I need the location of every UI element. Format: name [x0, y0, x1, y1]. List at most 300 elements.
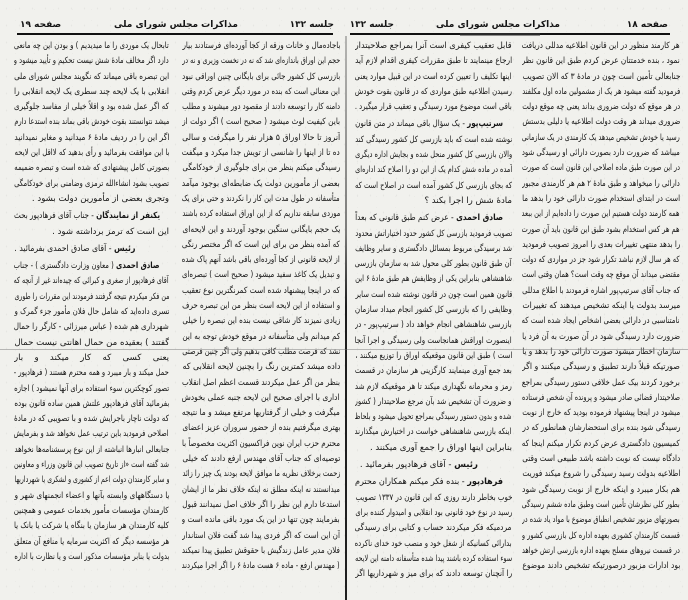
line-content — [182, 391, 340, 406]
text-line — [14, 382, 169, 397]
line-text: موردی سابقه نداریم که از این اوراق استفاده کرده باشند — [182, 209, 340, 220]
text-line — [522, 467, 680, 482]
text-line — [355, 364, 512, 379]
line-text: ( معاون وزارت دادگستری ) - جناب — [14, 261, 117, 272]
line-content — [182, 544, 340, 559]
header-rule — [350, 33, 670, 35]
line-content — [182, 437, 340, 452]
text-line — [522, 314, 680, 329]
line-text: را بدهد منتهی تغییرات بعدی را امروز تصویب فرمودید — [522, 239, 680, 250]
speaker-line — [355, 475, 512, 490]
text-line — [182, 54, 340, 69]
text-line — [522, 360, 680, 375]
text-line — [355, 506, 512, 521]
text-line — [355, 100, 512, 115]
line-text: هر کارمند منظور در این قانون اطلاعیه مدللی دریافت — [522, 41, 680, 51]
line-text: در هر موقع که دولت ضروری بداند یعنی چه موقع دولت — [522, 102, 680, 113]
text-line — [522, 376, 680, 391]
speaker-line — [14, 242, 169, 257]
line-content — [182, 559, 340, 574]
line-text: وظایفی را که بازرسی کل کشور انجام میداد سازمان — [355, 305, 512, 316]
line-content — [14, 305, 169, 320]
line-text: کارمندان مؤسسات مأمور بخدمات عمومی و همچنین — [14, 505, 169, 516]
line-text: میشد نتوانستند بقوت خودش باقی بماند بنده استدعا دارم — [14, 117, 169, 128]
line-text: زحمت برخلاف نظریه ما موافق لایحه بودند یک چیز را زائد — [182, 469, 340, 480]
line-content — [522, 268, 680, 283]
text-line — [182, 559, 340, 574]
line-text: - آقای صادق احمدی بفرمائید . — [14, 243, 114, 254]
line-text: هر مؤسسه دیگر که اکثریت سرمایه یا منافع آن متعلق — [14, 536, 169, 547]
line-content — [522, 70, 680, 85]
line-text: شده و بدون دستور رسیدگی بمراجع تحویل میشود و بلحاظ — [355, 412, 512, 423]
line-text: اطلاعیه بدولت رسید رسیدگی را شروع میکند فوریت — [522, 469, 680, 480]
line-text: مادهٔ شش را اجرا بکند ؟ — [424, 195, 512, 206]
line-text: هم هر کس استخدام بشود طبق این قانون باید آن صورت — [522, 224, 680, 235]
text-line — [522, 284, 680, 299]
line-text: میگرفت و خیلی از گرفتاریها مرتفع میشد و ما نتیجه — [182, 408, 340, 419]
line-content — [522, 376, 680, 391]
line-content — [182, 131, 340, 146]
line-text: اینصورت اوراقش همانجاست ولی رسیدگی و اجرا آنجا — [355, 335, 512, 346]
line-content — [182, 360, 340, 375]
text-line — [14, 412, 169, 427]
line-content — [355, 148, 512, 163]
line-text: آنروز تا حالا اوراق ۵ هزار نفر را میگرفت و سالی — [182, 132, 340, 143]
text-line — [14, 177, 169, 192]
text-line — [355, 491, 512, 506]
line-text: رسید در نوع خود قانونی بود انقلابی و امیدوار کننده برای — [355, 507, 512, 518]
line-text: صورتیکه قبلاً دارند تطبیق و رسیدگی میکنند و اگر — [522, 362, 680, 373]
line-text: رمز و محرمانه نگهداری میکند تا هر موقعیکه لازم شد — [355, 381, 512, 392]
text-line — [14, 504, 169, 519]
line-content — [522, 207, 680, 222]
line-content — [14, 161, 169, 176]
speaker-line — [355, 458, 512, 473]
line-text: در این صورت طبق ماده اصلاحی این قانون است که صورت — [522, 163, 680, 174]
text-line — [355, 288, 512, 303]
line-content — [355, 537, 512, 552]
line-content — [14, 85, 169, 100]
line-text: که اگر عمل شده بود و اقلاً خیلی از مفاسد جلوگیری — [14, 102, 169, 113]
line-content — [522, 391, 680, 406]
text-line — [14, 473, 169, 488]
line-text: مقتضی میداند آن موقع چه وقت است؟ همان وقتی است — [522, 270, 680, 281]
line-content — [522, 85, 680, 100]
text-line — [522, 207, 680, 222]
line-text: شاهنشاهی بنابراین یکی از وظایفش هم طبق مادهٔ ۶ این — [355, 274, 512, 285]
line-content — [522, 54, 680, 69]
line-text: ( مهندس ارفع - ماده ۶ هست مادهٔ ۶ را اگر اجرا میکردند — [182, 561, 340, 572]
line-text: بصورتهای مزبور تشخیص انطباق موضوع با مواد یاد شده در — [522, 515, 680, 526]
text-line — [14, 366, 169, 381]
line-content — [14, 320, 169, 335]
line-content — [14, 489, 169, 504]
text-line — [522, 529, 680, 544]
line-content — [355, 85, 512, 100]
speaker-line — [14, 259, 169, 274]
line-content — [182, 299, 340, 314]
line-content — [522, 330, 680, 345]
line-content — [14, 473, 169, 488]
text-line — [182, 207, 340, 222]
line-content — [182, 483, 340, 498]
line-content — [355, 364, 512, 379]
line-text: رسیدگی شود بنده برای استحضارشان همانطور که در — [522, 423, 680, 434]
text-line — [355, 163, 512, 178]
text-line — [14, 535, 169, 550]
text-line — [182, 284, 340, 299]
text-line — [14, 489, 169, 504]
text-line — [522, 54, 680, 69]
line-content — [182, 238, 340, 253]
line-content — [14, 427, 169, 442]
text-line — [355, 410, 512, 425]
line-text: همه کارمند دولت هستیم این صورت را داده‌ایم از این ببعد — [522, 209, 680, 220]
line-content — [355, 349, 512, 364]
line-content — [182, 70, 340, 85]
line-text: کم میدانم ولی متأسفانه در موقع خودش توجه به این — [182, 331, 340, 342]
line-text: مردمیکه فکر میکردند حساب و کتابی برای رسیدگی — [355, 523, 512, 534]
text-line — [182, 437, 340, 452]
text-line — [182, 223, 340, 238]
text-line — [14, 161, 169, 176]
line-text: قابل تعقیب کیفری است آنرا بمراجع صلاحیتدار — [355, 41, 512, 51]
line-content — [14, 177, 169, 192]
text-line — [355, 148, 512, 163]
line-text: اینها تکلیف را تعیین کرده است در این قبیل موارد یعنی — [355, 71, 512, 82]
speaker-name: صادق احمدی — [116, 261, 160, 272]
line-text: بطور کلی نظرشان تأمین است وطبق ماده ششم رسیدگی — [522, 499, 680, 510]
text-line — [522, 421, 680, 436]
line-text: حمل میکند و بار میبرد و همه محترم هستند ( فرهادپور - — [14, 368, 169, 379]
line-text: - بنده فکر میکنم همکاران محترم — [355, 477, 468, 488]
line-text: متأسفانه در طول مدت این کار را نکردند و حتی برای یک — [182, 193, 340, 204]
line-text: داده میشد کمترین رنگ را بچنین لایحه انقلابی که — [182, 362, 340, 373]
line-text: این تبصره باقی میماند که نگویند مجلس شورای ملی — [14, 71, 169, 82]
line-content — [355, 552, 512, 567]
line-content — [355, 54, 512, 69]
text-line — [522, 544, 680, 559]
line-text: که جناب آقای سرتیپ‌پور اشاره فرمودند با اطلاع مدللی — [522, 285, 680, 296]
text-line — [182, 391, 340, 406]
line-text: رسیدگی میکنم بنظر من برای جلوگیری از خودکامگی — [182, 163, 340, 174]
line-text: اگر این را در ردیف مادهٔ ۶ میدانید و مغایر نمیدانید — [14, 132, 169, 143]
line-text: بعد جمع آوری مینمایند کارگزینی هر سازمان در قسمت — [355, 366, 512, 377]
text-line — [14, 351, 169, 366]
text-line — [14, 70, 169, 85]
line-text: یا دستگاههای وابسته بآنها و اعضاء انجمنهای شهر و — [14, 490, 169, 501]
line-content — [522, 421, 680, 436]
text-line — [14, 39, 169, 54]
line-content — [355, 475, 503, 490]
line-text: میدانستند نه اینکه مطلق نه اینکه خلاف نظر ما از ایشان — [182, 484, 340, 495]
text-line — [522, 559, 680, 574]
line-content — [182, 452, 340, 467]
line-text: اداری با اجرای صحیح این لایحه جنبه عملی بخودش — [182, 392, 340, 403]
text-line — [522, 223, 680, 238]
text-line — [14, 54, 169, 69]
text-line — [355, 85, 512, 100]
text-line — [14, 100, 169, 115]
line-text: شهرداری هم شده ( عباس میرزائی - کارگر را حمال — [14, 322, 169, 333]
line-text: دامنه کار را توسعه دادند از مقصود دور میشوند و مطلب — [182, 102, 340, 113]
line-text: رسیدن اطلاعیه طبق مواردی که در قانون بقوت خودش — [355, 86, 512, 97]
line-content — [14, 458, 169, 473]
page-number: صفحه ۱۸ — [626, 20, 668, 30]
speaker-name: رئیس — [454, 460, 478, 471]
line-content — [182, 314, 340, 329]
text-line — [522, 483, 680, 498]
text-line — [355, 272, 512, 287]
line-text: میرسد بدولت یا اینکه تشخیص میدهند که تغییرات — [522, 301, 680, 312]
text-line — [355, 395, 512, 410]
line-text: بفرمائید آقای فرهادپور علتش همین ساده قانون بوده — [14, 398, 169, 409]
line-content — [182, 498, 340, 513]
line-content — [355, 506, 512, 521]
line-text: دارد اگر مخالف مادهٔ شش نیست تحکیم و تأیید میشود و — [14, 56, 169, 67]
line-text: و سایر کارمندان دولت اعم از کشوری و لشکری یا شهرداریها — [14, 475, 169, 486]
line-content — [182, 207, 340, 222]
line-text: - جناب آقای فرهادپور بحث — [14, 211, 97, 222]
text-line — [182, 483, 340, 498]
session-label: جلسه ۱۳۲ — [349, 20, 394, 30]
line-text: را آنچنان توسعه دادند که برای میز و شهرداریها اگر — [355, 569, 512, 580]
line-text: آقای فرهادپور از صغری و کبرائی که چیده‌اند غیر از آنچه که — [14, 276, 169, 287]
text-line — [14, 458, 169, 473]
line-text: نمود ، بنده خدمتتان عرض کردم طبق این قانون نظر — [522, 56, 680, 67]
line-content — [355, 257, 512, 272]
line-content — [360, 458, 478, 473]
line-content — [14, 209, 160, 224]
line-content — [355, 410, 512, 425]
speaker-name: سرتیپ‌پور — [467, 119, 503, 130]
line-text: تابحال یک موردی را ما میدیدیم ) و بودن این چه مانعی — [14, 41, 169, 51]
text-line — [14, 443, 169, 458]
text-line — [522, 345, 680, 360]
line-content — [14, 366, 169, 381]
line-text: آن طبق قانون بطور کلی محول شد به سازمان بازرسی — [355, 259, 512, 270]
line-content — [370, 441, 512, 456]
line-text: باقی است موضوع مورد رسیدگی و تعقیب قرار میگیرد . — [355, 102, 512, 113]
line-content — [355, 70, 512, 85]
text-line — [14, 427, 169, 442]
text-line — [182, 467, 340, 482]
line-content — [14, 39, 169, 54]
line-text: است در ابتدای استخدام صورت دارائی خود را بدهد ما — [522, 193, 680, 204]
line-content — [182, 513, 340, 528]
text-line — [522, 253, 680, 268]
text-line — [355, 303, 512, 318]
text-line — [355, 521, 512, 536]
line-content — [14, 397, 169, 412]
line-content — [182, 223, 340, 238]
line-content — [522, 177, 680, 192]
line-content — [522, 345, 680, 360]
line-content — [355, 39, 512, 54]
line-content — [182, 284, 340, 299]
line-content — [522, 299, 680, 314]
line-content — [14, 131, 169, 146]
line-content — [355, 288, 512, 303]
text-line — [182, 253, 340, 268]
line-text: تصور کوچکترین سوء استفاده برای آنها نمیشود ) اجازه — [14, 383, 169, 394]
line-content — [355, 242, 512, 257]
text-line — [14, 274, 169, 289]
text-line — [355, 39, 512, 54]
line-text: بنابراین اینها اوراق را جمع آوری میکنند . — [369, 442, 512, 453]
line-text: شد برسیدگی مربوط بمسائل دادگستری و سایر وظایف — [355, 243, 512, 254]
line-content — [14, 259, 160, 274]
line-content — [182, 268, 340, 283]
line-text: آن این است که اگر فردی پیدا شد گفت فلان استاندار — [182, 530, 340, 541]
text-line — [14, 320, 169, 335]
text-line — [182, 39, 340, 54]
line-text: و استفاده از این لایحه است بنظر من این تبصره حرف — [182, 301, 340, 312]
line-content — [355, 227, 512, 242]
line-text: جنابعالی انبارها انباشته از این نوع پرسشنامه‌ها نخواهد — [14, 444, 169, 455]
text-line — [182, 238, 340, 253]
line-content — [522, 314, 680, 329]
speaker-name: صادق احمدی — [455, 213, 503, 224]
line-content — [355, 491, 512, 506]
line-text: میباشد که ضرورت دارد بصورت دارائی او رسیدگی شود — [522, 148, 680, 159]
line-content — [355, 100, 512, 115]
text-line — [182, 192, 340, 207]
text-line — [522, 391, 680, 406]
line-content — [522, 253, 680, 268]
text-line — [522, 268, 680, 283]
text-line — [522, 70, 680, 85]
line-text: بنظر من اگر عمل میکردند قسمت اعظم اصل انقلاب — [182, 377, 340, 388]
line-content — [182, 100, 340, 115]
line-text: که دولت ناچار باجرایش شده و با تصویبی که در مادهٔ — [14, 414, 169, 425]
scan-artifact-line — [0, 349, 688, 350]
line-content — [52, 225, 169, 240]
line-content — [14, 504, 169, 519]
line-text: قانون همین است چون در قانون نوشته شده است سایر — [355, 289, 512, 300]
line-content — [182, 406, 340, 421]
text-line — [522, 85, 680, 100]
text-line — [522, 406, 680, 421]
line-text: که آمده بنظر من برای این است که اگر مختصر رنگی — [182, 239, 340, 250]
line-content — [522, 115, 680, 130]
line-content — [355, 334, 512, 349]
text-line — [182, 421, 340, 436]
line-content — [182, 177, 340, 192]
line-content — [522, 529, 680, 544]
line-text: نشد که فرصت مطلب کافی بدهیم ولی اگر چنین فرصتی — [182, 346, 340, 357]
text-line — [14, 550, 169, 565]
line-text: والان بازرسی کل کشور منحل شده و بجایش اداره دیگری — [355, 150, 512, 161]
text-line — [182, 146, 340, 161]
text-line — [355, 380, 512, 395]
line-content — [182, 529, 340, 544]
line-content — [355, 425, 512, 440]
line-content — [182, 146, 340, 161]
document-title: مذاکرات مجلس شورای ملی — [435, 20, 560, 30]
text-line — [182, 330, 340, 345]
text-line — [14, 85, 169, 100]
text-line — [355, 54, 512, 69]
line-text: من فکر میکردم نتیجه گرفتند فرمودند این مقررات را طوری — [14, 291, 169, 302]
line-text: این است که ترمز برداشته شود . — [52, 226, 169, 237]
text-line — [182, 268, 340, 283]
text-line — [355, 194, 512, 209]
line-content — [182, 467, 340, 482]
line-text: قسمت کارمندان کشوری بعهده اداره کل بازرسی کشور و — [522, 530, 680, 541]
line-text: در قسمت نیروهای مسلح بعهده اداره بازرسی ارتش خواهد — [522, 545, 680, 556]
line-content — [14, 290, 169, 305]
text-line — [182, 177, 340, 192]
text-line — [355, 227, 512, 242]
line-content — [355, 179, 512, 194]
text-line — [182, 529, 340, 544]
line-content — [522, 467, 680, 482]
line-text: اصلاحی فرمودید باین ترتیب عمل نخواهد شد و بفرمایش — [14, 429, 169, 440]
text-line — [355, 257, 512, 272]
text-line — [182, 406, 340, 421]
text-line — [355, 318, 512, 333]
line-text: تصویب فرمودید بازرسی کل کشور حدود اختیاراتش محدود — [355, 228, 512, 239]
line-text: که هر سال لازم نباشد تکرار شود جز در مواردی که دولت — [522, 255, 680, 266]
column-left — [355, 39, 512, 582]
speaker-name: فرهادپور — [467, 477, 503, 488]
header-rule — [17, 33, 333, 35]
line-content — [355, 133, 512, 148]
line-text: وتجری بعضی از مأمورین دولت بشود . — [31, 193, 169, 204]
line-text: بازرسی شاهنشاهی انجام خواهد داد ( سرتیپ‌پور - در — [355, 320, 512, 331]
text-line — [14, 146, 169, 161]
line-text: نامتناسبی در دارائی بعضی اشخاص ایجاد شده است که — [522, 316, 680, 327]
line-content — [182, 376, 340, 391]
line-content — [14, 242, 135, 257]
line-text: بصورتی کامل پیشنهادی که شده است و تبصره ضمیمه — [14, 163, 169, 174]
speaker-line — [355, 211, 512, 226]
text-line — [355, 425, 512, 440]
text-line — [14, 290, 169, 305]
line-text: بهتری میگرفتیم بنده از حضور سروران عزیز اعضای — [182, 423, 340, 434]
line-text: تسری داده‌اید که شامل حال فلان مأمور جزء گمرک و — [14, 307, 169, 318]
line-text: رسید یا خودش تشخیص میدهد یک کارمندی در یک سازمانی — [522, 132, 680, 143]
line-text: بازرسی کل کشور جائی برای بایگانی چنین اوراقی نبود — [182, 71, 340, 82]
speaker-name: یکنفر از نمایندگان — [96, 211, 160, 222]
line-content — [14, 519, 169, 534]
line-content — [14, 535, 169, 550]
text-line — [522, 330, 680, 345]
line-text: زیادی نمیزند کار شاقی نیست بنده این تبصره را خیلی — [182, 316, 340, 327]
line-text: یعنی کسی که کار میکند و بار — [14, 352, 169, 363]
text-line — [182, 544, 340, 559]
line-text: بفرمایند چون تنها در این یک مورد باقی مانده است و — [182, 515, 340, 526]
text-line — [355, 334, 512, 349]
line-text: با این موافقت بفرمائید و رأی بدهید که لااقل این لایحه — [14, 148, 169, 159]
line-text: گفتند ) بعقیده من حمال اهانتی نیست حمال — [14, 337, 169, 348]
line-content — [355, 163, 512, 178]
line-content — [522, 437, 680, 452]
text-line — [355, 349, 512, 364]
text-line — [355, 133, 512, 148]
line-text: فلان مدیر عامل زندگیش با حقوقش تطبیق پیدا نمیکند — [182, 545, 340, 556]
line-text: ارجاع مینمایند تا طبق مقررات کیفری اقدام لازم آید — [355, 56, 512, 67]
text-line — [355, 567, 512, 582]
line-text: دادگاه نیست که نوبت داشته باشد طبیعی است وقتی — [522, 454, 680, 465]
text-line — [355, 552, 512, 567]
line-content — [355, 318, 512, 333]
line-content — [14, 274, 169, 289]
line-text: بعضی از مأمورین دولت یک ضابطه‌ای بوجود میآمد — [182, 178, 340, 189]
line-text: ده تا از اینها را شانسی از تویش جدا میکرد و میگفت — [182, 148, 340, 159]
line-content — [355, 380, 512, 395]
